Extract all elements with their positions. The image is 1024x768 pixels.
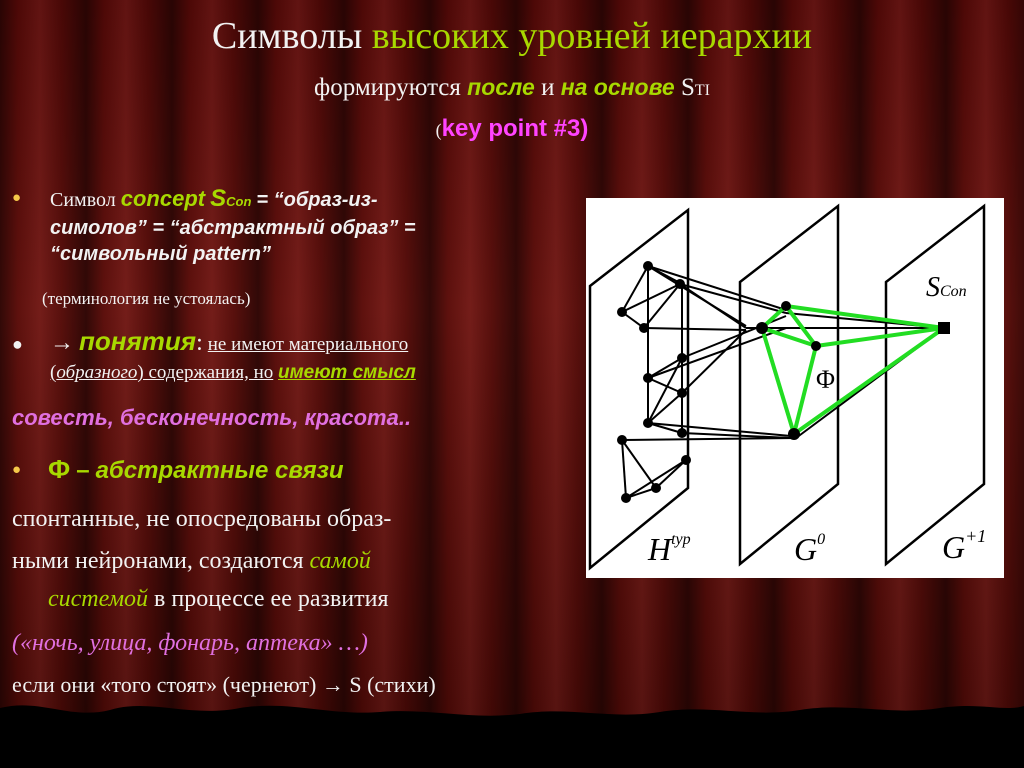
arrow-icon: → bbox=[321, 672, 344, 697]
item2-concepts: понятия bbox=[79, 326, 197, 356]
item1-concept: concept bbox=[120, 186, 206, 211]
item3-abstract-links: абстрактные связи bbox=[95, 457, 344, 484]
keypoint-close: ) bbox=[580, 115, 589, 142]
phi-label: Φ bbox=[816, 365, 836, 394]
subtitle-s: S bbox=[680, 74, 695, 101]
scon-label: SCon bbox=[926, 272, 967, 303]
item1-con: Con bbox=[226, 194, 252, 209]
network-diagram bbox=[586, 198, 1004, 578]
item2-have-meaning: имеют смысл bbox=[278, 362, 416, 383]
title-part1: Символы bbox=[211, 15, 363, 57]
item1-line3: “символьный pattern” bbox=[50, 243, 271, 265]
g0-label: $G^0$ bbox=[794, 531, 826, 567]
plane-g1 bbox=[886, 206, 987, 565]
item3-line3 bbox=[12, 546, 371, 576]
h-label: $H^{typ}$ bbox=[648, 531, 691, 567]
item3-quote: («ночь, улица, фонарь, аптека» …) bbox=[12, 630, 368, 656]
item2-block bbox=[50, 326, 580, 386]
arrow-icon: → bbox=[50, 330, 74, 356]
slide-subtitle bbox=[0, 72, 1024, 106]
curtain-bottom bbox=[0, 690, 1024, 768]
network-figure bbox=[586, 198, 1004, 578]
item1-line1-rest: = “образ-из- bbox=[256, 189, 378, 211]
item3-last-b: S (стихи) bbox=[349, 672, 436, 697]
item3-line4-a: системой bbox=[48, 586, 149, 612]
item2-line1-rest: не имеют материального bbox=[207, 334, 409, 355]
slide-title bbox=[0, 14, 1024, 58]
item3-title bbox=[48, 454, 344, 486]
g1-label: $G^{+1}$ bbox=[942, 526, 987, 565]
item1-block bbox=[50, 186, 580, 267]
item3-line4 bbox=[48, 584, 389, 614]
item1-label: Символ bbox=[50, 189, 116, 211]
subtitle-and: и bbox=[541, 74, 555, 101]
item3-line2: спонтанные, не опосредованы образ- bbox=[12, 506, 392, 532]
keypoint bbox=[0, 114, 1024, 145]
item2-examples: совесть, бесконечность, красота.. bbox=[12, 405, 412, 430]
title-part2: высоких уровней иерархии bbox=[371, 15, 813, 57]
bullet-icon: ● bbox=[12, 462, 22, 478]
keypoint-open: ( bbox=[435, 120, 442, 140]
subtitle-after: после bbox=[467, 74, 535, 100]
item3-last-a: если они «того стоят» (чернеют) bbox=[12, 672, 317, 697]
item3-line3-b: самой bbox=[309, 548, 371, 574]
item3-line3-a: ными нейронами, создаются bbox=[12, 548, 304, 574]
item1-note: (терминология не устоялась) bbox=[42, 289, 251, 308]
subtitle-ti: TI bbox=[694, 82, 710, 99]
item1-line2: симолов” = “абстрактный образ” = bbox=[50, 217, 416, 239]
item1-s: S bbox=[210, 185, 227, 212]
item2-line2-mid: ) содержания, но bbox=[137, 362, 274, 383]
item3-line4-b: в процессе ее развития bbox=[154, 586, 389, 612]
phi-symbol: Ф bbox=[48, 454, 71, 484]
bullet-icon: ● bbox=[12, 190, 22, 206]
item3-dash: – bbox=[76, 457, 90, 484]
keypoint-text: key point #3 bbox=[441, 115, 581, 142]
item2-open: ( bbox=[50, 362, 57, 383]
item2-colon: : bbox=[196, 330, 203, 356]
item2-figurative: образного bbox=[56, 362, 138, 383]
bullet-icon: ● bbox=[12, 334, 23, 354]
subtitle-basis: на основе bbox=[560, 74, 675, 100]
subtitle-part1: формируются bbox=[314, 74, 461, 101]
